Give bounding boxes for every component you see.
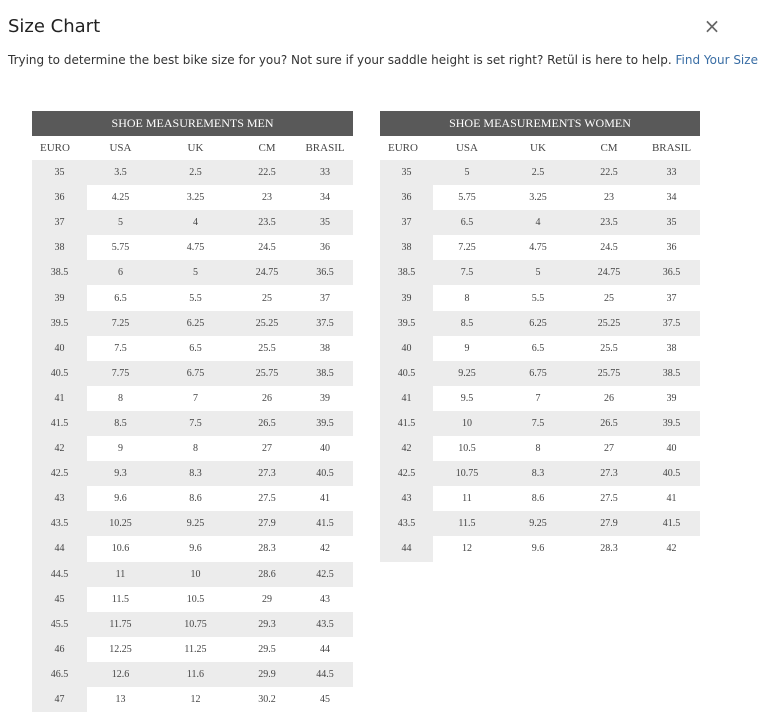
table-cell: 44: [380, 536, 433, 561]
table-row: [32, 411, 353, 436]
table-cell: 28.6: [237, 562, 297, 587]
table-cell: 36: [643, 235, 700, 260]
table-cell: 27.3: [237, 461, 297, 486]
table-cell: 39: [32, 285, 87, 310]
table-cell: 41.5: [32, 411, 87, 436]
table-cell: 38: [643, 336, 700, 361]
table-cell: 10.25: [87, 511, 154, 536]
table-row: [32, 612, 353, 637]
table-cell: 46.5: [32, 662, 87, 687]
women-table-heading: SHOE MEASUREMENTS WOMEN: [380, 111, 700, 136]
table-cell: 35: [297, 210, 353, 235]
table-cell: 43: [380, 486, 433, 511]
table-cell: 41.5: [297, 511, 353, 536]
table-cell: 8.5: [87, 411, 154, 436]
men-table-body: [32, 160, 353, 712]
table-row: [380, 411, 700, 436]
table-cell: 24.5: [237, 235, 297, 260]
table-cell: 46: [32, 637, 87, 662]
women-column-header: UK: [501, 136, 575, 160]
table-cell: 41: [297, 486, 353, 511]
table-row: [32, 361, 353, 386]
table-cell: 45.5: [32, 612, 87, 637]
table-cell: 9.6: [87, 486, 154, 511]
table-cell: 38: [297, 336, 353, 361]
table-cell: 4.75: [501, 235, 575, 260]
men-column-header: UK: [154, 136, 237, 160]
table-cell: 5.75: [433, 185, 501, 210]
table-row: [380, 386, 700, 411]
table-cell: 38: [32, 235, 87, 260]
table-row: [32, 185, 353, 210]
table-cell: 25.25: [237, 311, 297, 336]
table-cell: 10.75: [433, 461, 501, 486]
table-cell: 22.5: [237, 160, 297, 185]
table-cell: 41.5: [643, 511, 700, 536]
table-row: [380, 536, 700, 561]
table-row: [32, 235, 353, 260]
women-column-headers: [380, 136, 700, 160]
table-cell: 43.5: [380, 511, 433, 536]
women-table-body: [380, 160, 700, 562]
table-cell: 40: [32, 336, 87, 361]
table-cell: 8.6: [501, 486, 575, 511]
table-cell: 42: [32, 436, 87, 461]
table-cell: 42: [643, 536, 700, 561]
table-cell: 43.5: [32, 511, 87, 536]
table-cell: 38.5: [643, 361, 700, 386]
table-row: [32, 637, 353, 662]
table-cell: 27.3: [575, 461, 643, 486]
table-cell: 41: [32, 386, 87, 411]
table-row: [32, 536, 353, 561]
table-cell: 24.5: [575, 235, 643, 260]
table-cell: 28.3: [575, 536, 643, 561]
table-cell: 11.5: [87, 587, 154, 612]
table-cell: 10: [154, 562, 237, 587]
table-cell: 22.5: [575, 160, 643, 185]
table-cell: 4.75: [154, 235, 237, 260]
table-cell: 36.5: [297, 260, 353, 285]
table-row: [32, 461, 353, 486]
table-cell: 40: [297, 436, 353, 461]
table-cell: 25.75: [575, 361, 643, 386]
table-cell: 25.75: [237, 361, 297, 386]
table-cell: 7.5: [87, 336, 154, 361]
table-cell: 6.5: [501, 336, 575, 361]
men-column-header: EURO: [32, 136, 87, 160]
table-cell: 6: [87, 260, 154, 285]
table-cell: 11.25: [154, 637, 237, 662]
table-cell: 23.5: [575, 210, 643, 235]
men-column-header: USA: [87, 136, 154, 160]
table-cell: 10.75: [154, 612, 237, 637]
table-row: [380, 461, 700, 486]
table-row: [380, 235, 700, 260]
table-row: [380, 336, 700, 361]
table-cell: 36: [32, 185, 87, 210]
table-row: [380, 260, 700, 285]
table-cell: 39.5: [32, 311, 87, 336]
table-cell: 42.5: [380, 461, 433, 486]
table-cell: 43.5: [297, 612, 353, 637]
table-row: [32, 336, 353, 361]
table-cell: 42.5: [32, 461, 87, 486]
table-cell: 37: [380, 210, 433, 235]
table-cell: 11: [433, 486, 501, 511]
table-cell: 10.5: [433, 436, 501, 461]
table-row: [32, 311, 353, 336]
table-cell: 6.75: [154, 361, 237, 386]
men-column-headers: [32, 136, 353, 160]
intro-text: [8, 53, 758, 67]
table-cell: 42: [297, 536, 353, 561]
table-cell: 38.5: [380, 260, 433, 285]
table-cell: 7: [501, 386, 575, 411]
table-cell: 9.6: [154, 536, 237, 561]
table-cell: 27: [575, 436, 643, 461]
table-row: [32, 285, 353, 310]
close-icon[interactable]: ×: [703, 14, 721, 38]
table-cell: 25.5: [575, 336, 643, 361]
table-cell: 5: [433, 160, 501, 185]
table-row: [32, 587, 353, 612]
table-cell: 45: [297, 687, 353, 712]
table-cell: 37: [643, 285, 700, 310]
table-row: [32, 662, 353, 687]
table-cell: 40.5: [380, 361, 433, 386]
table-cell: 34: [297, 185, 353, 210]
table-cell: 9: [87, 436, 154, 461]
table-cell: 39.5: [380, 311, 433, 336]
table-cell: 26: [575, 386, 643, 411]
table-row: [380, 311, 700, 336]
table-cell: 7.5: [433, 260, 501, 285]
table-row: [32, 511, 353, 536]
table-cell: 2.5: [154, 160, 237, 185]
table-cell: 13: [87, 687, 154, 712]
table-row: [380, 486, 700, 511]
table-cell: 38: [380, 235, 433, 260]
table-row: [380, 436, 700, 461]
table-cell: 10.5: [154, 587, 237, 612]
table-row: [380, 160, 700, 185]
table-cell: 5.75: [87, 235, 154, 260]
table-cell: 6.75: [501, 361, 575, 386]
table-cell: 27.9: [237, 511, 297, 536]
table-cell: 29.3: [237, 612, 297, 637]
women-column-header: BRASIL: [643, 136, 700, 160]
table-row: [32, 687, 353, 712]
table-cell: 6.5: [154, 336, 237, 361]
table-cell: 7: [154, 386, 237, 411]
table-cell: 12.6: [87, 662, 154, 687]
table-cell: 8: [501, 436, 575, 461]
women-column-header: CM: [575, 136, 643, 160]
table-cell: 40: [643, 436, 700, 461]
table-cell: 44.5: [32, 562, 87, 587]
table-cell: 6.25: [501, 311, 575, 336]
table-cell: 38.5: [32, 260, 87, 285]
table-cell: 12.25: [87, 637, 154, 662]
table-cell: 5: [501, 260, 575, 285]
table-cell: 45: [32, 587, 87, 612]
table-cell: 9.5: [433, 386, 501, 411]
table-cell: 5: [87, 210, 154, 235]
table-cell: 28.3: [237, 536, 297, 561]
table-cell: 39: [643, 386, 700, 411]
table-cell: 11: [87, 562, 154, 587]
table-cell: 7.25: [433, 235, 501, 260]
table-cell: 3.5: [87, 160, 154, 185]
table-cell: 5.5: [501, 285, 575, 310]
table-cell: 35: [380, 160, 433, 185]
table-cell: 23: [237, 185, 297, 210]
table-cell: 8.3: [154, 461, 237, 486]
men-column-header: BRASIL: [297, 136, 353, 160]
table-cell: 39.5: [643, 411, 700, 436]
table-cell: 36: [297, 235, 353, 260]
men-column-header: CM: [237, 136, 297, 160]
table-cell: 7.5: [501, 411, 575, 436]
table-cell: 27.9: [575, 511, 643, 536]
table-cell: 5.5: [154, 285, 237, 310]
table-cell: 41: [643, 486, 700, 511]
table-cell: 12: [154, 687, 237, 712]
table-row: [380, 210, 700, 235]
table-row: [32, 210, 353, 235]
table-cell: 40.5: [32, 361, 87, 386]
table-cell: 24.75: [237, 260, 297, 285]
table-row: [380, 185, 700, 210]
table-cell: 33: [643, 160, 700, 185]
table-cell: 8.6: [154, 486, 237, 511]
table-cell: 6.5: [87, 285, 154, 310]
table-cell: 35: [32, 160, 87, 185]
table-cell: 42.5: [297, 562, 353, 587]
table-cell: 35: [643, 210, 700, 235]
table-cell: 43: [297, 587, 353, 612]
table-cell: 4: [501, 210, 575, 235]
table-cell: 6.5: [433, 210, 501, 235]
table-cell: 6.25: [154, 311, 237, 336]
find-your-size-link[interactable]: Find Your Size: [675, 53, 758, 67]
women-size-table: [380, 111, 700, 562]
table-cell: 26.5: [575, 411, 643, 436]
table-cell: 7.5: [154, 411, 237, 436]
table-cell: 24.75: [575, 260, 643, 285]
table-cell: 26: [237, 386, 297, 411]
table-cell: 4.25: [87, 185, 154, 210]
table-row: [32, 562, 353, 587]
table-cell: 25.25: [575, 311, 643, 336]
table-cell: 25: [237, 285, 297, 310]
table-cell: 8.3: [501, 461, 575, 486]
table-cell: 12: [433, 536, 501, 561]
table-cell: 3.25: [501, 185, 575, 210]
men-size-table: [32, 111, 353, 712]
table-cell: 29: [237, 587, 297, 612]
women-column-header: EURO: [380, 136, 433, 160]
table-cell: 8: [87, 386, 154, 411]
intro-sentence: Trying to determine the best bike size for you? Not sure if your saddle height is set right? Retül is here to help.: [8, 53, 676, 67]
table-cell: 36.5: [643, 260, 700, 285]
table-cell: 23.5: [237, 210, 297, 235]
table-cell: 2.5: [501, 160, 575, 185]
table-cell: 30.2: [237, 687, 297, 712]
table-cell: 9.25: [501, 511, 575, 536]
table-cell: 47: [32, 687, 87, 712]
table-cell: 8: [433, 285, 501, 310]
dialog-title: Size Chart: [8, 16, 101, 37]
table-cell: 8: [154, 436, 237, 461]
table-cell: 25.5: [237, 336, 297, 361]
table-row: [32, 486, 353, 511]
women-column-header: USA: [433, 136, 501, 160]
table-row: [32, 386, 353, 411]
table-cell: 29.5: [237, 637, 297, 662]
table-cell: 27: [237, 436, 297, 461]
table-row: [380, 285, 700, 310]
table-cell: 40.5: [643, 461, 700, 486]
table-cell: 9.25: [154, 511, 237, 536]
table-cell: 10: [433, 411, 501, 436]
men-table-heading: SHOE MEASUREMENTS MEN: [32, 111, 353, 136]
table-cell: 3.25: [154, 185, 237, 210]
table-cell: 44.5: [297, 662, 353, 687]
table-cell: 39: [297, 386, 353, 411]
table-cell: 37: [297, 285, 353, 310]
table-cell: 33: [297, 160, 353, 185]
table-cell: 9: [433, 336, 501, 361]
table-cell: 29.9: [237, 662, 297, 687]
table-cell: 4: [154, 210, 237, 235]
table-cell: 26.5: [237, 411, 297, 436]
table-cell: 39.5: [297, 411, 353, 436]
table-cell: 42: [380, 436, 433, 461]
table-cell: 11.5: [433, 511, 501, 536]
table-cell: 39: [380, 285, 433, 310]
table-cell: 37: [32, 210, 87, 235]
table-cell: 9.3: [87, 461, 154, 486]
table-cell: 7.75: [87, 361, 154, 386]
table-cell: 7.25: [87, 311, 154, 336]
table-row: [32, 260, 353, 285]
table-row: [380, 511, 700, 536]
table-cell: 40.5: [297, 461, 353, 486]
table-cell: 11.75: [87, 612, 154, 637]
table-cell: 11.6: [154, 662, 237, 687]
table-cell: 36: [380, 185, 433, 210]
table-cell: 37.5: [643, 311, 700, 336]
table-cell: 23: [575, 185, 643, 210]
table-cell: 37.5: [297, 311, 353, 336]
table-cell: 38.5: [297, 361, 353, 386]
table-cell: 41: [380, 386, 433, 411]
table-cell: 10.6: [87, 536, 154, 561]
table-cell: 40: [380, 336, 433, 361]
table-cell: 8.5: [433, 311, 501, 336]
table-cell: 44: [32, 536, 87, 561]
table-row: [380, 361, 700, 386]
table-cell: 41.5: [380, 411, 433, 436]
table-cell: 27.5: [237, 486, 297, 511]
table-cell: 27.5: [575, 486, 643, 511]
table-row: [32, 436, 353, 461]
table-cell: 34: [643, 185, 700, 210]
table-cell: 9.6: [501, 536, 575, 561]
table-cell: 5: [154, 260, 237, 285]
table-cell: 9.25: [433, 361, 501, 386]
table-cell: 43: [32, 486, 87, 511]
table-row: [32, 160, 353, 185]
table-cell: 25: [575, 285, 643, 310]
table-cell: 44: [297, 637, 353, 662]
